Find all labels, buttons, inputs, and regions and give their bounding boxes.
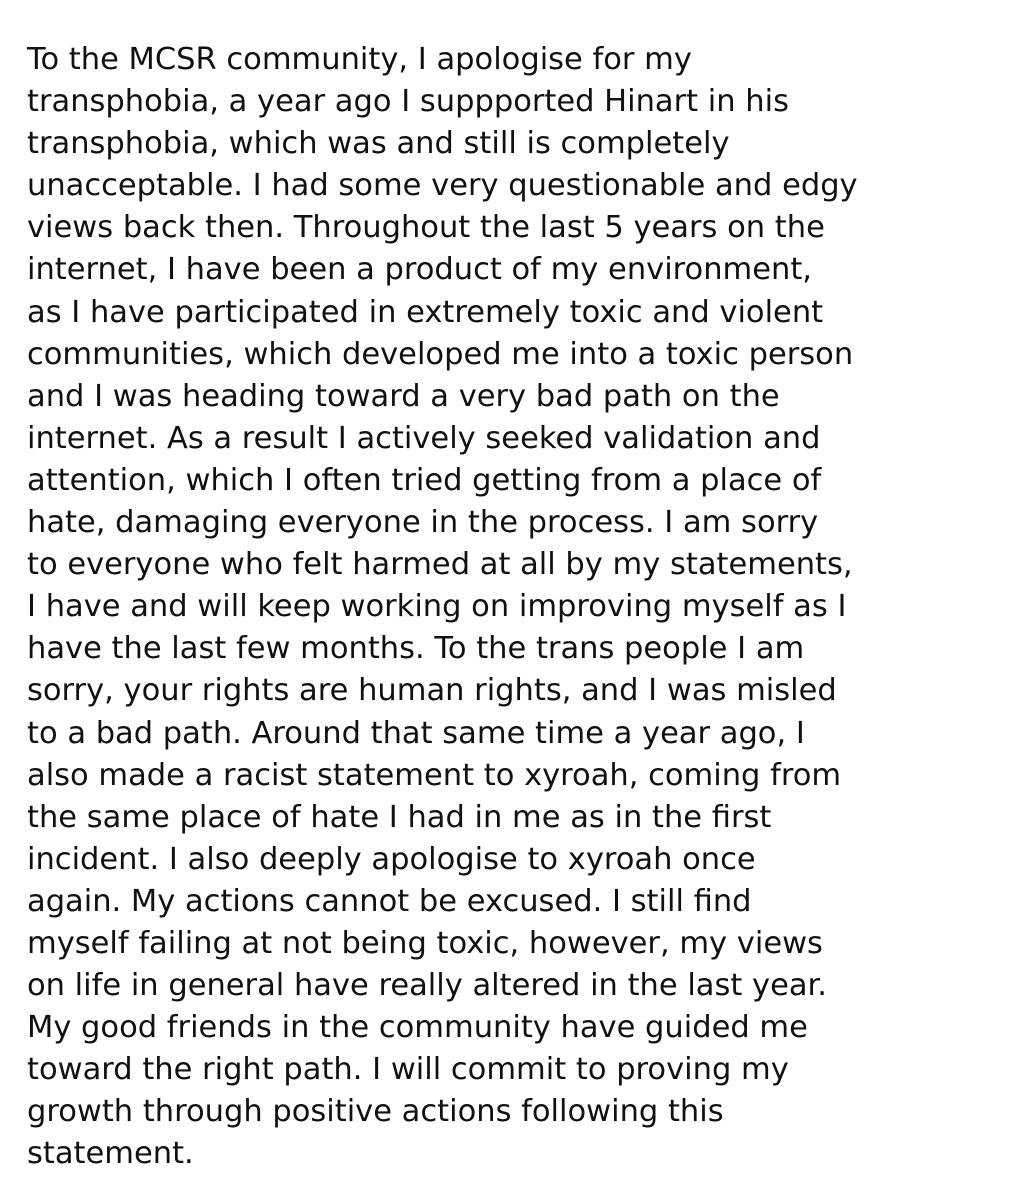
statement-line: I have and will keep working on improving myself as I: [27, 589, 847, 625]
statement-line: internet, I have been a product of my environment,: [27, 252, 812, 288]
statement-line: myself failing at not being toxic, however, my views: [27, 925, 823, 961]
statement-line: sorry, your rights are human rights, and I was misled: [27, 673, 837, 709]
statement-line: statement.: [27, 1136, 194, 1172]
statement-line: communities, which developed me into a toxic person: [27, 336, 854, 372]
statement-line: attention, which I often tried getting from a place of: [27, 462, 822, 498]
statement-line: to everyone who felt harmed at all by my statements,: [27, 547, 853, 583]
statement-line: toward the right path. I will commit to proving my: [27, 1052, 789, 1088]
statement-line: To the MCSR community, I apologise for my: [27, 42, 692, 77]
statement-line: to a bad path. Around that same time a year ago, I: [27, 715, 805, 751]
statement-line: incident. I also deeply apologise to xyroah once: [27, 841, 756, 877]
apology-statement: [27, 39, 1012, 1176]
statement-line: on life in general have really altered in the last year.: [27, 968, 827, 1004]
statement-line: My good friends in the community have guided me: [27, 1010, 808, 1046]
statement-line: have the last few months. To the trans people I am: [27, 631, 805, 667]
statement-line: again. My actions cannot be excused. I still find: [27, 883, 752, 919]
statement-line: also made a racist statement to xyroah, coming from: [27, 757, 842, 793]
statement-line: as I have participated in extremely toxic and violent: [27, 294, 824, 330]
statement-line: transphobia, which was and still is completely: [27, 126, 730, 162]
statement-line: hate, damaging everyone in the process. I am sorry: [27, 505, 819, 541]
statement-line: growth through positive actions following this: [27, 1094, 724, 1130]
statement-line: and I was heading toward a very bad path on the: [27, 378, 780, 414]
statement-line: the same place of hate I had in me as in the first: [27, 799, 772, 835]
statement-line: unacceptable. I had some very questionable and edgy: [27, 168, 858, 204]
statement-line: views back then. Throughout the last 5 years on the: [27, 210, 825, 246]
statement-line: internet. As a result I actively seeked validation and: [27, 420, 821, 456]
statement-line: transphobia, a year ago I suppported Hinart in his: [27, 84, 789, 120]
